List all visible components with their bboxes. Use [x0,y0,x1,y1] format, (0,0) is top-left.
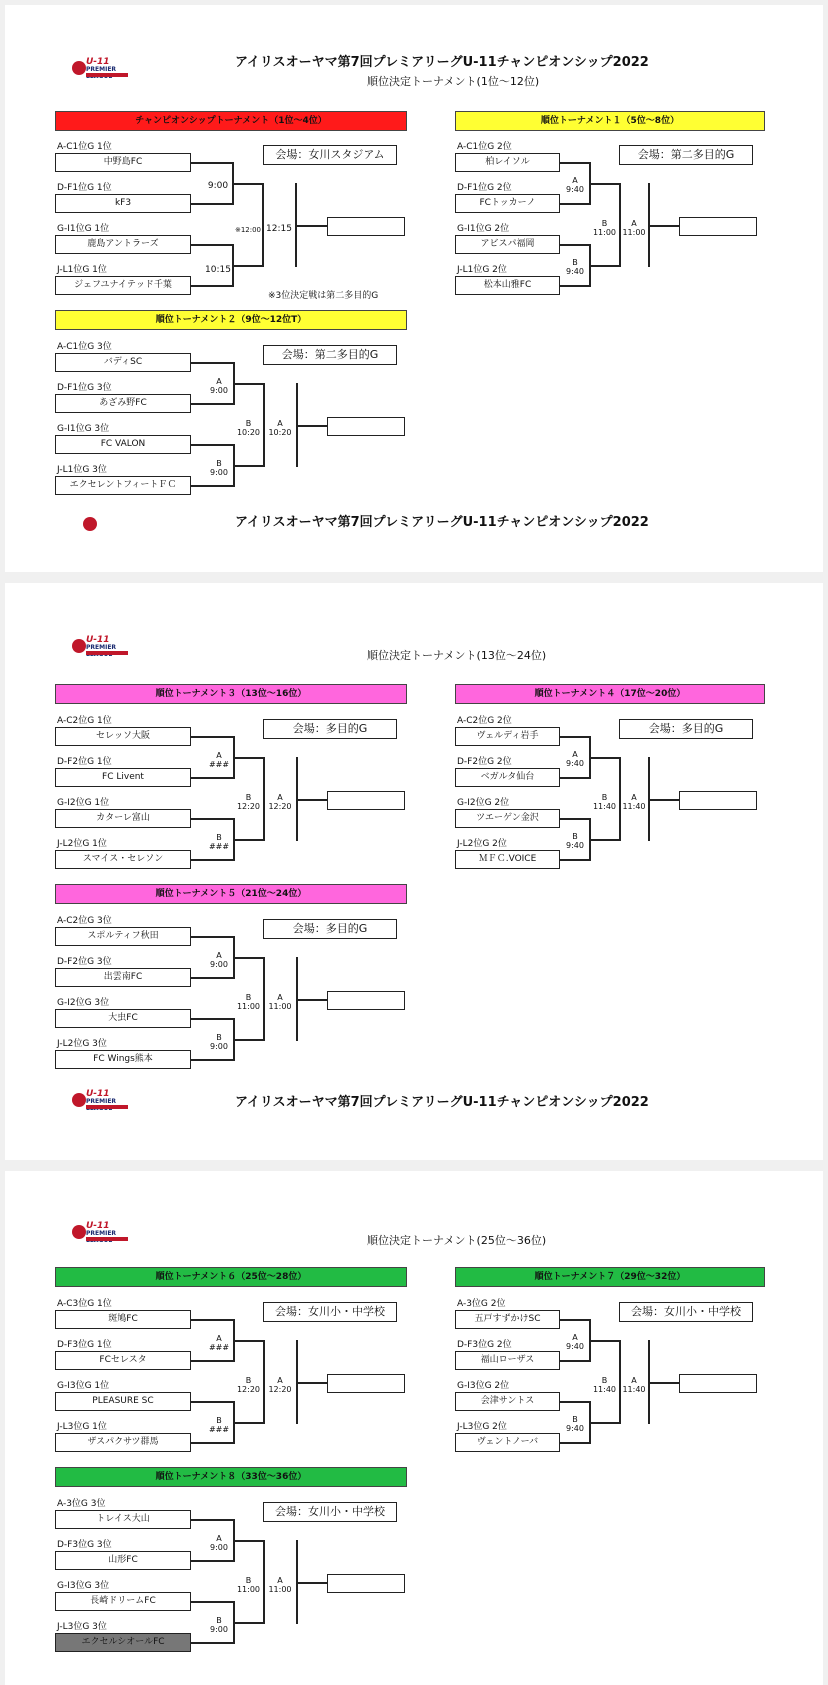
team-box: ザスパクサツ群馬 [55,1433,191,1452]
seed-code: D-F2位G 2位 [457,757,512,767]
match-time: B 12:20 [236,1376,261,1394]
match-time: A 9:00 [210,1534,228,1552]
seed-code: A-C1位G 1位 [57,142,112,152]
team-box: 長崎ドリームFC [55,1592,191,1611]
team-box: バディSC [55,353,191,372]
match-time: B 11:00 [236,993,261,1011]
match-time: B 11:00 [236,1576,261,1594]
match-time: B 11:00 [592,219,617,237]
seed-code: D-F3位G 2位 [457,1340,512,1350]
seed-code: A-C1位G 3位 [57,342,112,352]
seed-code: G-I3位G 1位 [57,1381,110,1391]
team-box: 鹿島アントラーズ [55,235,191,254]
match-time: B 12:20 [236,793,261,811]
venue-label: 会場：女川小・中学校 [263,1502,397,1522]
bracket-header: 順位トーナメント８（33位〜36位） [55,1467,407,1487]
seed-code: G-I2位G 3位 [57,998,110,1008]
team-box: FC VALON [55,435,191,454]
match-time: A 9:40 [566,176,584,194]
result-box [679,791,757,810]
seed-code: J-L3位G 3位 [57,1622,107,1632]
seed-code: D-F3位G 3位 [57,1540,112,1550]
team-box: カターレ富山 [55,809,191,828]
match-time: A 9:00 [210,377,228,395]
team-box: 中野島FC [55,153,191,172]
team-box: 会津サントス [455,1392,560,1411]
match-time: B 10:20 [236,419,261,437]
bracket-header: 順位トーナメント１（5位〜8位） [455,111,765,131]
seed-code: J-L2位G 3位 [57,1039,107,1049]
match-time: 9:00 [207,181,229,191]
seed-code: G-I1位G 2位 [457,224,510,234]
page-3 [5,1171,823,1685]
page-title: アイリスオーヤマ第7回プレミアリーグU-11チャンピオンシップ2022 [235,55,649,70]
result-box [327,217,405,236]
result-box [679,1374,757,1393]
match-time: B 9:00 [210,459,228,477]
seed-code: A-C2位G 2位 [457,716,512,726]
page-subtitle: 順位決定トーナメント(13位〜24位) [367,649,547,662]
result-box [327,1374,405,1393]
result-box [679,217,757,236]
seed-code: D-F2位G 3位 [57,957,112,967]
match-time: B 9:00 [210,1033,228,1051]
team-box: ベガルタ仙台 [455,768,560,787]
seed-code: J-L1位G 1位 [57,265,107,275]
match-time: A ### [208,751,230,769]
team-box: FCセレスタ [55,1351,191,1370]
team-box: 斑鳩FC [55,1310,191,1329]
team-box: 松本山雅FC [455,276,560,295]
seed-code: D-F1位G 1位 [57,183,112,193]
match-time: A 9:40 [566,1333,584,1351]
result-box [327,1574,405,1593]
premier-league-logo: U-11 PREMIER [72,57,134,83]
team-box: エクセレントフィートＦＣ [55,476,191,495]
venue-label: 会場：第二多目的G [619,145,753,165]
seed-code: G-I2位G 1位 [57,798,110,808]
page-subtitle: 順位決定トーナメント(25位〜36位) [367,1234,547,1247]
team-box: 出雲南FC [55,968,191,987]
venue-label: 会場：第二多目的G [263,345,397,365]
seed-code: D-F1位G 3位 [57,383,112,393]
team-box: ＭＦＣ.VOICE [455,850,560,869]
team-box: セレッソ大阪 [55,727,191,746]
match-time: 12:15 [266,224,292,234]
seed-code: G-I1位G 1位 [57,224,110,234]
match-time: ※12:00 [234,226,262,234]
venue-label: 会場：女川スタジアム [263,145,397,165]
team-box: スマイス・セレソン [55,850,191,869]
team-box: アビスパ福岡 [455,235,560,254]
team-box: エクセルシオールFC [55,1633,191,1652]
team-box: あざみ野FC [55,394,191,413]
match-time: A 11:40 [622,1376,646,1394]
match-time: A 11:00 [622,219,646,237]
match-time: A 9:40 [566,750,584,768]
team-box: スポルティフ秋田 [55,927,191,946]
seed-code: D-F3位G 1位 [57,1340,112,1350]
venue-label: 会場：多目的G [263,919,397,939]
match-time: B 11:40 [592,793,617,811]
match-time: 10:15 [205,265,231,275]
team-box: 五戸すずかけSC [455,1310,560,1329]
result-box [327,791,405,810]
team-box: 柏レイソル [455,153,560,172]
match-time: A 9:00 [210,951,228,969]
premier-league-logo: U-11 PREMIER [72,1089,134,1115]
seed-code: A-C3位G 1位 [57,1299,112,1309]
page-subtitle: 順位決定トーナメント(1位〜12位) [367,75,540,88]
seed-code: J-L3位G 2位 [457,1422,507,1432]
seed-code: A-C2位G 3位 [57,916,112,926]
next-page-title-cut: アイリスオーヤマ第7回プレミアリーグU-11チャンピオンシップ2022 [235,515,649,530]
third-place-note: ※3位決定戦は第二多目的G [268,291,379,301]
match-time: B ### [208,833,230,851]
match-time: A 12:20 [268,793,292,811]
page-1 [5,5,823,572]
seed-code: A-3位G 3位 [57,1499,106,1509]
venue-label: 会場：多目的G [619,719,753,739]
seed-code: A-3位G 2位 [457,1299,506,1309]
team-box: ヴェルディ岩手 [455,727,560,746]
seed-code: A-C1位G 2位 [457,142,512,152]
match-time: A ### [208,1334,230,1352]
seed-code: G-I1位G 3位 [57,424,110,434]
match-time: B 9:00 [210,1616,228,1634]
match-time: B 11:40 [592,1376,617,1394]
team-box: FC Wings熊本 [55,1050,191,1069]
team-box: FC Livent [55,768,191,787]
team-box: トレイス大山 [55,1510,191,1529]
team-box: kF3 [55,194,191,213]
match-time: A 11:40 [622,793,646,811]
match-time: B 9:40 [566,832,584,850]
team-box: ツエーゲン金沢 [455,809,560,828]
venue-label: 会場：女川小・中学校 [263,1302,397,1322]
page-2 [5,583,823,1160]
team-box: PLEASURE SC [55,1392,191,1411]
team-box: ジェフユナイテッド千葉 [55,276,191,295]
premier-league-logo: U-11 PREMIER [72,635,134,661]
team-box: 福山ローザス [455,1351,560,1370]
team-box: FCトッカーノ [455,194,560,213]
team-box: ヴェントノーバ [455,1433,560,1452]
seed-code: D-F2位G 1位 [57,757,112,767]
seed-code: J-L1位G 3位 [57,465,107,475]
next-page-title: アイリスオーヤマ第7回プレミアリーグU-11チャンピオンシップ2022 [235,1095,649,1110]
result-box [327,991,405,1010]
bracket-header: 順位トーナメント５（21位〜24位） [55,884,407,904]
seed-code: J-L2位G 1位 [57,839,107,849]
seed-code: G-I2位G 2位 [457,798,510,808]
premier-league-logo-cut [83,513,145,539]
seed-code: J-L2位G 2位 [457,839,507,849]
match-time: B 9:40 [566,258,584,276]
match-time: A 12:20 [268,1376,292,1394]
bracket-header: 順位トーナメント２（9位〜12位T） [55,310,407,330]
bracket-header: 順位トーナメント６（25位〜28位） [55,1267,407,1287]
match-time: A 11:00 [268,1576,292,1594]
seed-code: D-F1位G 2位 [457,183,512,193]
seed-code: G-I3位G 3位 [57,1581,110,1591]
team-box: 山形FC [55,1551,191,1570]
bracket-header: チャンピオンシップトーナメント（1位〜4位） [55,111,407,131]
seed-code: J-L3位G 1位 [57,1422,107,1432]
match-time: A 11:00 [268,993,292,1011]
match-time: B 9:40 [566,1415,584,1433]
seed-code: A-C2位G 1位 [57,716,112,726]
bracket-header: 順位トーナメント７（29位〜32位） [455,1267,765,1287]
bracket-header: 順位トーナメント４（17位〜20位） [455,684,765,704]
venue-label: 会場：女川小・中学校 [619,1302,753,1322]
match-time: A 10:20 [268,419,292,437]
result-box [327,417,405,436]
seed-code: G-I3位G 2位 [457,1381,510,1391]
venue-label: 会場：多目的G [263,719,397,739]
match-time: B ### [208,1416,230,1434]
bracket-header: 順位トーナメント３（13位〜16位） [55,684,407,704]
premier-league-logo: U-11 PREMIER [72,1221,134,1247]
team-box: 大虫FC [55,1009,191,1028]
seed-code: J-L1位G 2位 [457,265,507,275]
